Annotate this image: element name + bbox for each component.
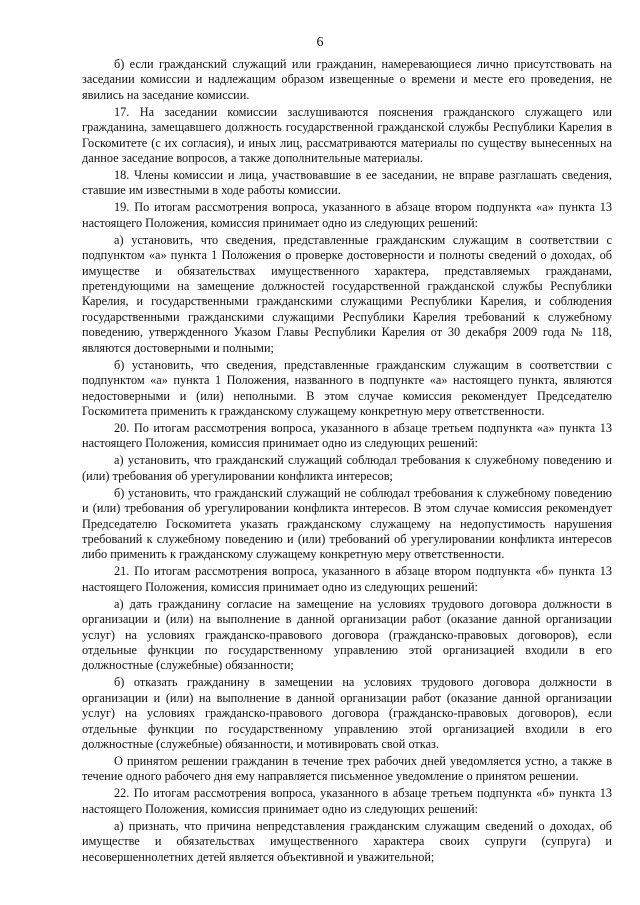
paragraph-21: 21. По итогам рассмотрения вопроса, указанного в абзаце втором подпункта «б» пункта 13 настоящего Положения, комиссия принимает одно из следующих решений: [82,564,612,594]
paragraph-16b: б) если гражданский служащий или гражданин, намеревающиеся лично присутствовать на заседании комиссии и надлежащим образом извещенные о времени и месте его проведения, не явились на заседание комиссии. [82,57,612,102]
paragraph-19b: б) установить, что сведения, представленные гражданским служащим в соответствии с подпунктом «а» пункта 1 Положения, названного в подпункте «а» настоящего пункта, являются недостоверными и (или) неполными. В этом случае комиссия рекомендует Председателю Госкомитета применить к гражданскому служащему конкретную меру ответственности. [82,357,612,418]
paragraph-22: 22. По итогам рассмотрения вопроса, указанного в абзаце третьем подпункта «б» пункта 13 настоящего Положения, комиссия принимает одно из следующих решений: [82,786,612,816]
paragraph-18: 18. Члены комиссии и лица, участвовавшие в ее заседании, не вправе разглашать сведения, ставшие им известными в ходе работы комиссии. [82,168,612,198]
paragraph-20: 20. По итогам рассмотрения вопроса, указанного в абзаце третьем подпункта «а» пункта 13 настоящего Положения, комиссия принимает одно из следующих решений: [82,420,612,451]
paragraph-22a: а) признать, что причина непредставления гражданским служащим сведений о доходах, об имуществе и обязательствах имущественного характера своих супруги (супруга) и несовершеннолетних детей является объективной и уважительной; [82,818,612,864]
paragraph-20a: а) установить, что гражданский служащий соблюдал требования к служебному поведению и (или) требования об урегулировании конфликта интересов; [82,453,612,483]
paragraph-19a: а) установить, что сведения, представленные гражданским служащим в соответствии с подпунктом «а» пункта 1 Положения о проверке достоверности и полноты сведений о доходах, об имуществе и обязательствах имущественного характера, представляемых гражданами, претендующими на замещение должностей государственной гражданской службы Республики Карелия, и государственными гражданскими служащими Республики Карелия, и соблюдения государственными гражданскими служащими Республики Карелия требований к служебному поведению, утвержденного Указом Главы Республики Карелия от 30 декабря 2009 года № 118, являются достоверными и полными; [82,232,612,355]
document-body [82,57,612,867]
paragraph-19: 19. По итогам рассмотрения вопроса, указанного в абзаце втором подпункта «а» пункта 13 настоящего Положения, комиссия принимает одно из следующих решений: [82,200,612,230]
paragraph-21b: б) отказать гражданину в замещении на условиях трудового договора должности в организации и (или) на выполнение в данной организации работ (оказание данной организации услуг) на условиях гражданско-правового договора (гражданско-правовых договоров), если отдельные функции по государственному управлению этой организацией входили в его должностные (служебные) обязанности, и мотивировать свой отказ. [82,675,612,751]
paragraph-21a: а) дать гражданину согласие на замещение на условиях трудового договора должности в организации и (или) на выполнение в данной организации работ (оказание данной организации услуг) на условиях гражданско-правового договора (гражданско-правовых договоров), если отдельные функции по государственному управлению этой организацией входили в его должностные (служебные) обязанности; [82,596,612,673]
paragraph-17: 17. На заседании комиссии заслушиваются пояснения гражданского служащего или гражданина, замещавшего должность государственной гражданской службы Республики Карелия в Госкомитете (с их согласия), и иных лиц, рассматриваются материалы по существу вынесенных на данное заседание вопросов, а также дополнительные материалы. [82,104,612,166]
page-number: 6 [316,35,324,50]
paragraph-20b: б) установить, что гражданский служащий не соблюдал требования к служебному поведению и (или) требования об урегулировании конфликта интересов. В этом случае комиссия рекомендует Председателю Госкомитета указать гражданскому служащему на недопустимость нарушения требований к служебному поведению и (или) требований об урегулировании конфликта интересов либо применить к гражданскому служащему конкретную меру ответственности. [82,485,612,562]
paragraph-21-notice: О принятом решении гражданин в течение трех рабочих дней уведомляется устно, а также в течение одного рабочего дня ему направляется письменное уведомление о принятом решении. [82,754,612,784]
